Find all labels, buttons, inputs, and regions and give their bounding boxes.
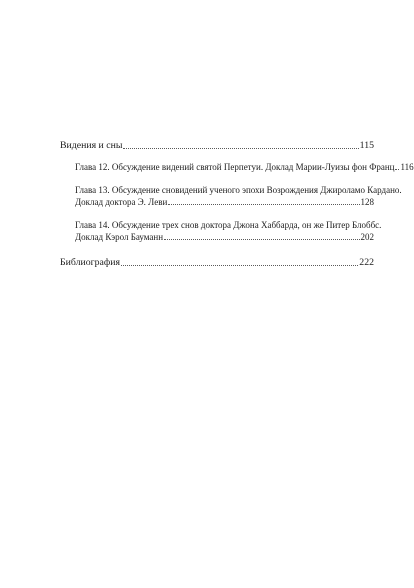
toc-entry-title: Глава 12. Обсуждение видений святой Перпетуи. Доклад Марии-Луизы фон Франц (75, 162, 395, 172)
toc-entry-chapter-14[interactable] (60, 219, 382, 243)
toc-entry-page: 115 (359, 140, 374, 151)
toc-entry-page: 116 (400, 162, 414, 172)
dot-leader (123, 148, 358, 149)
dot-leader (164, 239, 359, 240)
toc-entry-title: Видения и сны (60, 140, 123, 151)
toc-entry-bibliography[interactable] (60, 257, 374, 269)
toc-entry-chapter-13[interactable] (60, 184, 402, 208)
dot-leader (168, 204, 359, 205)
toc-entry-title-line-2: Доклад Кэрол Бауманн (75, 232, 164, 242)
table-of-contents (60, 140, 414, 269)
toc-entry-page: 222 (359, 257, 374, 268)
toc-entry-chapter-12[interactable] (60, 161, 414, 173)
toc-entry-title: Библиография (60, 257, 121, 268)
toc-entry-title-line-2-row (60, 231, 374, 243)
dot-leader (121, 265, 358, 266)
toc-entry-title-line-2: Доклад доктора Э. Леви (75, 197, 168, 207)
toc-entry-title-line-1: Глава 13. Обсуждение сновидений ученого эпохи Возрождения Джироламо Кардано. (75, 185, 402, 195)
toc-entry-title-line-1: Глава 14. Обсуждение трех снов доктора Джона Хаббарда, он же Питер Блоббс. (75, 220, 382, 230)
toc-entry-title-line-2-row (60, 196, 374, 208)
toc-entry-visions-and-dreams[interactable] (60, 140, 374, 152)
toc-entry-page: 128 (360, 197, 374, 207)
dot-leader (395, 169, 399, 170)
toc-entry-page: 202 (360, 232, 374, 242)
